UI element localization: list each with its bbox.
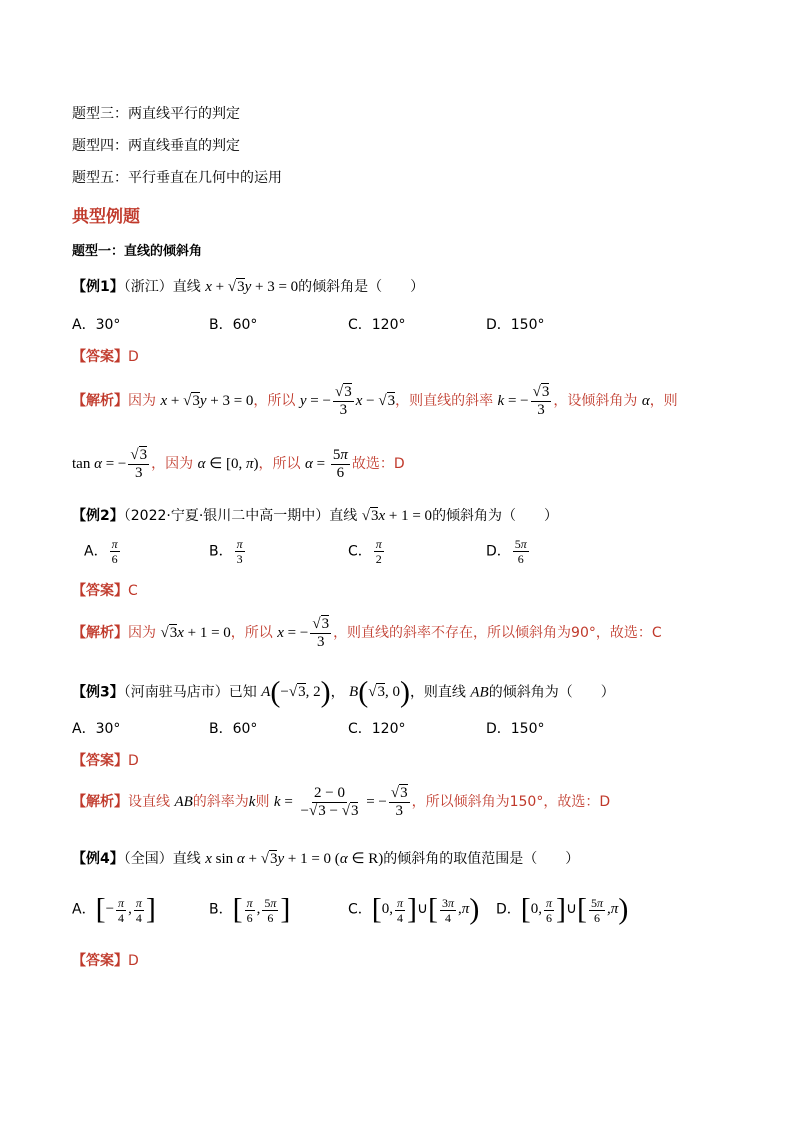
example-1-analysis-line1: 【解析】因为 x + √3y + 3 = 0，所以 y = − $\frac{√3}{3}$ x − √3，则直线的斜率 k = − $\frac{√3}{3}$ ，设倾斜角为 α，则: [72, 384, 678, 418]
example-2-question: 【例2】（2022·宁夏·银川二中高一期中）直线 √3x + 1 = 0的倾斜角为（ ）: [72, 508, 559, 524]
example-4-option-c: C．[0, $\frac{\pi}{4}$ ]∪[ $\frac{3\pi}{4}$ ,π): [348, 893, 480, 926]
example-1-question: 【例1】（浙江）直线 x + √3y + 3 = 0的倾斜角是（ ）: [72, 279, 425, 295]
example-1-option-b: B．60°: [209, 317, 258, 333]
section-title: 典型例题: [72, 207, 140, 227]
example-3-option-d: D．150°: [486, 721, 545, 737]
example-4-question: 【例4】（全国）直线 x sin α + √3y + 1 = 0 (α ∈ R)的倾斜角的取值范围是（ ）: [72, 851, 580, 867]
example-4-option-a: A．[− $\frac{\pi}{4}$ , $\frac{\pi}{4}$ ]: [72, 893, 156, 926]
example-3-option-c: C．120°: [348, 721, 406, 737]
example-3-question: 【例3】（河南驻马店市）已知 A(−√3, 2)， B(√3, 0)，则直线 AB的倾斜角为（ ）: [72, 676, 615, 709]
toc-type4: 题型四：两直线垂直的判定: [72, 138, 240, 154]
toc-type3: 题型三：两直线平行的判定: [72, 106, 240, 122]
example-1-option-a: A．30°: [72, 317, 121, 333]
example-1-option-d: D．150°: [486, 317, 545, 333]
toc-type5: 题型五：平行垂直在几何中的运用: [72, 170, 282, 186]
example-3-option-b: B．60°: [209, 721, 258, 737]
example-4-option-b: B．[ $\frac{\pi}{6}$ , $\frac{5\pi}{6}$ ]: [209, 893, 291, 926]
example-2-option-b: B． $\frac{\pi}{3}$: [209, 537, 243, 566]
example-1-option-c: C．120°: [348, 317, 406, 333]
example-3-option-a: A．30°: [72, 721, 121, 737]
example-1-analysis-line2: tan α = − $\frac{√3}{3}$ ，因为 α ∈ [0, π)，所以 α = $\frac{5\pi}{6}$ 故选：D: [72, 447, 405, 481]
example-2-option-c: C． $\frac{\pi}{2}$: [348, 537, 382, 566]
example-2-analysis: 【解析】因为 √3x + 1 = 0，所以 x = − $\frac{√3}{3}$ ，则直线的斜率不存在，所以倾斜角为90°，故选：C: [72, 616, 662, 650]
example-4-option-d: D．[0, $\frac{\pi}{6}$ ]∪[ $\frac{5\pi}{6}$ ,π): [496, 893, 629, 926]
example-2-option-a: A． $\frac{\pi}{6}$: [84, 537, 118, 566]
subsection-title: 题型一：直线的倾斜角: [72, 244, 203, 259]
example-3-answer: 【答案】D: [72, 753, 139, 769]
example-2-answer: 【答案】C: [72, 583, 138, 599]
example-2-option-d: D． $\frac{5\pi}{6}$: [486, 537, 527, 566]
example-4-answer: 【答案】D: [72, 953, 139, 969]
example-3-analysis: 【解析】设直线 AB的斜率为k则 k = $\frac{2 - 0}{-√3 - √3}$ = − $\frac{√3}{3}$ ，所以倾斜角为150°，故选：D: [72, 785, 611, 819]
example-1-answer: 【答案】D: [72, 349, 139, 365]
